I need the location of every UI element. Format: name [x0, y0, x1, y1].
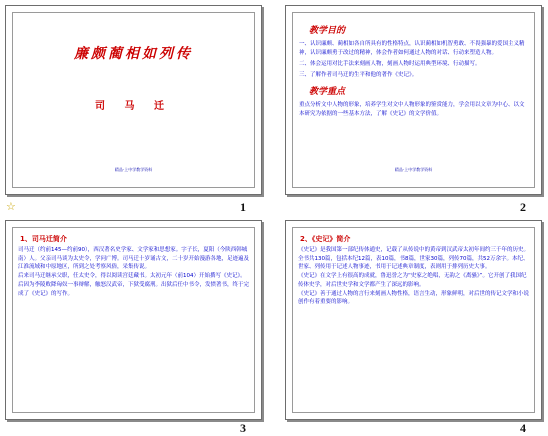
slide-3[interactable] — [5, 220, 262, 420]
shiji-intro-paragraph-2: 《史记》在文学上有很高的成就，鲁迅誉之为“史家之绝唱，无韵之《离骚》”。它开创了我国纪传体史学，对后世史学和文学都产生了深远的影响。 — [298, 273, 527, 288]
slide-footer: 精品·上中学教学资料 — [394, 167, 433, 172]
author-intro-paragraph-1: 司马迁（约前145—约前90），西汉著名史学家、文学家和思想家。字子长，夏阳（今陕西韩城南）人。父亲司马谈为太史令，学问广博。司马迁十岁诵古文，二十岁开始漫游各地，足迹遍及江淮流域和中原地区，所到之处考察风俗，采集传说。 — [18, 247, 250, 271]
slide-number-4: 4 — [520, 421, 526, 435]
slide-1-frame — [12, 12, 255, 188]
shiji-intro-paragraph-1: 《史记》是我国第一部纪传体通史，记载了从传说中的黄帝到汉武帝太初年间约三千年的历史。全书共130篇，包括本纪12篇，表10篇，书8篇，世家30篇，列传70篇，共52万余字。本纪、世家、列传用于记述人物事迹，书用于记述典章制度，表则用于排列历史大事。 — [298, 247, 530, 271]
shiji-intro-paragraph-3: 《史记》善于通过人物的言行来刻画人物性格，语言生动，形象鲜明，对后世的传记文学和小说创作有着重要的影响。 — [298, 290, 530, 306]
objective-2: 二、体会运用对比手法来刻画人物，刻画人物时运用典型环境、行动描写。 — [299, 61, 481, 67]
slide-2[interactable] — [285, 5, 542, 195]
section-heading-objectives: 教学目的 — [309, 26, 346, 36]
slide-1[interactable] — [5, 5, 262, 195]
slide-number-3: 3 — [240, 421, 246, 435]
slide-4[interactable] — [285, 220, 542, 420]
slide-2-frame — [292, 12, 535, 188]
slide-4-frame — [292, 227, 535, 413]
slide-title: 廉颇蔺相如列传 — [74, 46, 193, 62]
slide-footer: 精品·上中学教学资料 — [114, 167, 153, 172]
star-icon: ☆ — [6, 200, 16, 213]
author-intro-paragraph-2: 后来司马迁继承父职，任太史令，得以阅读宫廷藏书。太初元年（前104）开始撰写《史记》。后因为李陵败降匈奴一事辩解，触怒汉武帝，下狱受腐刑。出狱后任中书令，发愤著书，终于完成了《史记》的写作。 — [18, 273, 250, 297]
slide-number-1: 1 — [240, 200, 246, 214]
slide-3-frame — [12, 227, 255, 413]
focus-text: 重点分析文中人物的形象，培养学生对文中人物形象的鉴赏能力，学会用以文章为中心、以文本研究为依据的一些基本方法，了解《史记》的文学价值。 — [299, 102, 525, 117]
slide-author: 司 马 迁 — [95, 101, 172, 112]
objective-1: 一、认识廉颇、蔺相如各自所具有的性格特点，认识蔺相如机智勇敢、不畏强暴的爱国主义精神，认识廉颇勇于改过的精神，体会作者如何通过人物的对话、行动来塑造人物。 — [299, 41, 525, 56]
section-heading-focus: 教学重点 — [309, 87, 346, 97]
section-heading-author-intro: 1、司马迁简介 — [20, 235, 67, 243]
section-heading-shiji-intro: 2、《史记》简介 — [300, 235, 351, 243]
objective-3: 三、了解作者司马迁的生平和他的著作《史记》。 — [299, 72, 418, 78]
slide-number-2: 2 — [520, 200, 526, 214]
